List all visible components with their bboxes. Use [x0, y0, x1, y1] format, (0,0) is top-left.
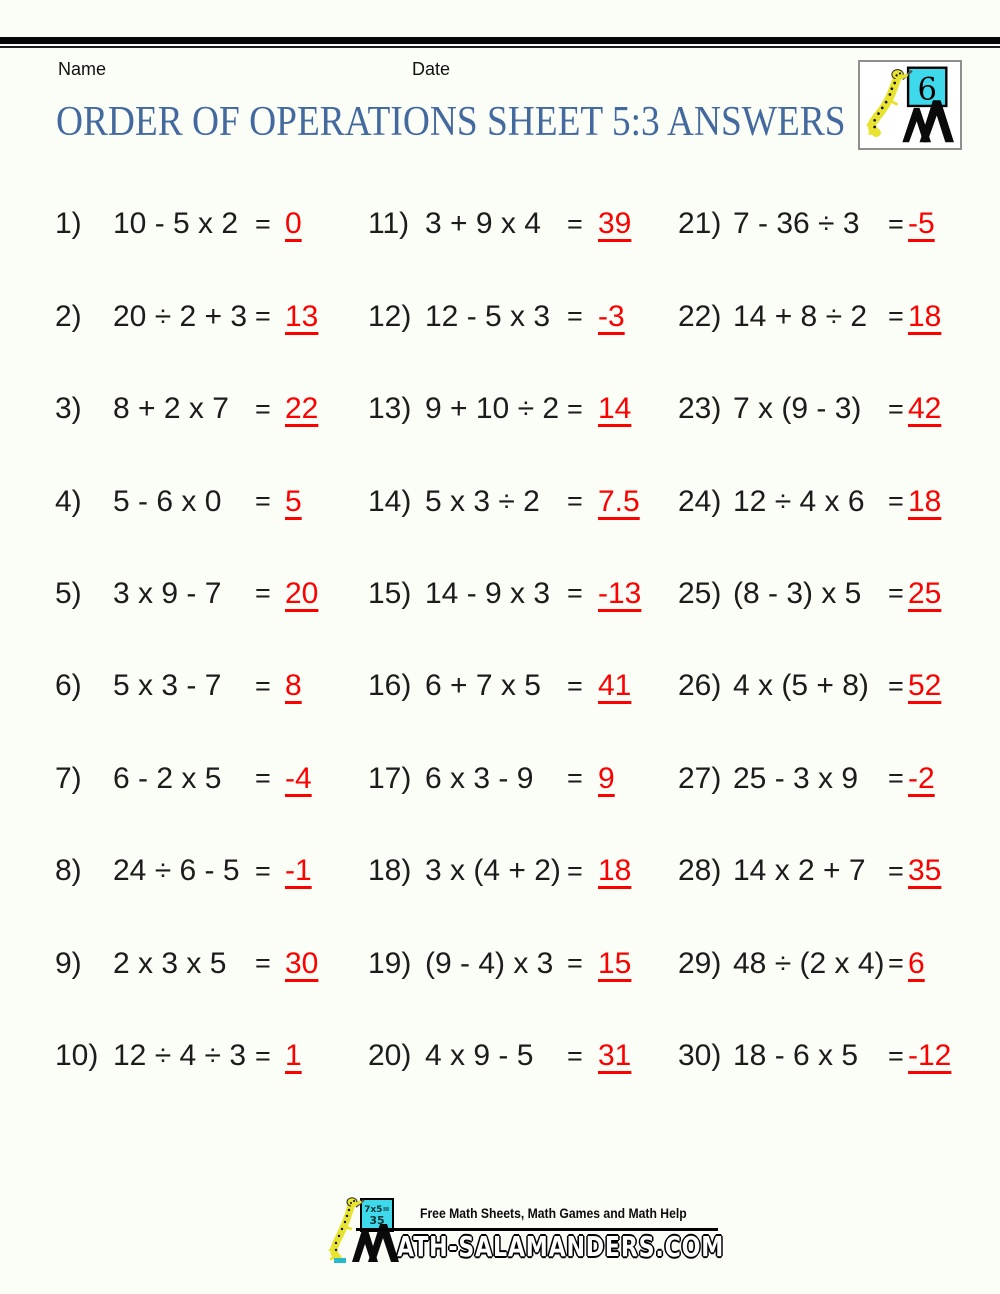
problem-row	[368, 733, 668, 825]
problems-col2	[368, 178, 668, 1102]
problem-answer: 18	[908, 484, 942, 518]
problem-answer: 6	[908, 946, 925, 980]
equals-sign: =	[255, 763, 271, 794]
problem-answer: 25	[908, 576, 942, 610]
equals-sign: =	[888, 670, 904, 701]
problem-answer: 35	[908, 854, 942, 888]
equals-sign: =	[255, 1040, 271, 1071]
problem-expression: 6 - 2 x 5	[113, 761, 222, 795]
problem-row	[55, 918, 355, 1010]
equals-sign: =	[888, 763, 904, 794]
problem-answer: 13	[285, 299, 319, 333]
problem-expression: 4 x 9 - 5	[425, 1039, 534, 1073]
problem-answer: 18	[908, 299, 942, 333]
problem-row	[55, 455, 355, 547]
problem-expression: 8 + 2 x 7	[113, 392, 229, 426]
problem-row	[55, 733, 355, 825]
problem-answer: 31	[598, 1039, 632, 1073]
problem-expression: 4 x (5 + 8)	[733, 669, 869, 703]
problem-answer: 52	[908, 669, 942, 703]
problem-row	[678, 270, 993, 362]
problem-row	[678, 733, 993, 825]
problem-expression: 2 x 3 x 5	[113, 946, 227, 980]
problem-row	[368, 270, 668, 362]
problem-number: 27)	[678, 761, 722, 795]
problem-answer: 7.5	[598, 484, 640, 518]
problem-expression: 6 x 3 - 9	[425, 761, 534, 795]
equals-sign: =	[888, 1040, 904, 1071]
equals-sign: =	[255, 393, 271, 424]
grade-badge	[858, 60, 962, 150]
equals-sign: =	[567, 486, 583, 517]
problem-expression: 20 ÷ 2 + 3	[113, 299, 248, 333]
problem-expression: 6 + 7 x 5	[425, 669, 541, 703]
problem-expression: 14 x 2 + 7	[733, 854, 866, 888]
problem-number: 19)	[368, 946, 412, 980]
problem-answer: 30	[285, 946, 319, 980]
problem-expression: 9 + 10 ÷ 2	[425, 392, 560, 426]
problem-row	[55, 1010, 355, 1102]
problem-number: 7)	[55, 761, 82, 795]
salamander-icon	[868, 70, 906, 134]
problem-expression: 3 + 9 x 4	[425, 207, 541, 241]
problem-expression: 7 x (9 - 3)	[733, 392, 862, 426]
problem-row	[678, 640, 993, 732]
problem-number: 16)	[368, 669, 412, 703]
equals-sign: =	[255, 301, 271, 332]
problem-expression: 18 - 6 x 5	[733, 1039, 859, 1073]
problem-row	[368, 640, 668, 732]
equals-sign: =	[567, 948, 583, 979]
problem-expression: 14 + 8 ÷ 2	[733, 299, 868, 333]
problem-answer: -1	[285, 854, 312, 888]
problem-number: 14)	[368, 484, 412, 518]
problem-number: 21)	[678, 207, 722, 241]
problem-number: 1)	[55, 207, 82, 241]
problems-col1	[55, 178, 355, 1102]
problem-number: 28)	[678, 854, 722, 888]
problem-answer: 41	[598, 669, 632, 703]
equals-sign: =	[255, 670, 271, 701]
problem-number: 12)	[368, 299, 412, 333]
problem-row	[55, 270, 355, 362]
problem-answer: -4	[285, 761, 312, 795]
problem-expression: 5 x 3 - 7	[113, 669, 222, 703]
top-rule-thin	[0, 46, 1000, 48]
equals-sign: =	[888, 393, 904, 424]
problem-number: 2)	[55, 299, 82, 333]
problem-answer: -2	[908, 761, 935, 795]
problem-number: 26)	[678, 669, 722, 703]
problem-row	[678, 918, 993, 1010]
problem-answer: 5	[285, 484, 302, 518]
problem-number: 3)	[55, 392, 82, 426]
problem-answer: 20	[285, 576, 319, 610]
problem-expression: 12 ÷ 4 ÷ 3	[113, 1039, 247, 1073]
problem-answer: -12	[908, 1039, 952, 1073]
problem-number: 17)	[368, 761, 412, 795]
equals-sign: =	[567, 578, 583, 609]
board-line1: 7x5=	[364, 1205, 390, 1215]
problem-row	[368, 825, 668, 917]
problem-row	[678, 363, 993, 455]
problem-number: 10)	[55, 1039, 99, 1073]
equals-sign: =	[888, 578, 904, 609]
problem-answer: 9	[598, 761, 615, 795]
problem-answer: 18	[598, 854, 632, 888]
problem-number: 23)	[678, 392, 722, 426]
problem-row	[55, 548, 355, 640]
equals-sign: =	[888, 208, 904, 239]
problem-expression: 24 ÷ 6 - 5	[113, 854, 240, 888]
problem-answer: 8	[285, 669, 302, 703]
problem-row	[55, 640, 355, 732]
problem-row	[678, 178, 993, 270]
problem-expression: (9 - 4) x 3	[425, 946, 554, 980]
equals-sign: =	[567, 301, 583, 332]
problem-answer: -5	[908, 207, 935, 241]
equals-sign: =	[567, 393, 583, 424]
equals-sign: =	[255, 855, 271, 886]
problem-expression: 10 - 5 x 2	[113, 207, 239, 241]
problem-number: 9)	[55, 946, 82, 980]
problem-expression: 12 - 5 x 3	[425, 299, 551, 333]
name-label: Name	[58, 59, 107, 79]
problem-number: 30)	[678, 1039, 722, 1073]
equals-sign: =	[255, 948, 271, 979]
problem-answer: -13	[598, 576, 642, 610]
problem-answer: 1	[285, 1039, 302, 1073]
problem-number: 24)	[678, 484, 722, 518]
date-label: Date	[412, 59, 451, 79]
equals-sign: =	[255, 208, 271, 239]
equals-sign: =	[567, 208, 583, 239]
problem-expression: 7 - 36 ÷ 3	[733, 207, 860, 241]
problem-answer: 42	[908, 392, 942, 426]
equals-sign: =	[567, 670, 583, 701]
equals-sign: =	[255, 486, 271, 517]
problem-answer: 39	[598, 207, 632, 241]
equals-sign: =	[888, 301, 904, 332]
problem-row	[368, 178, 668, 270]
top-rule-thick	[0, 37, 1000, 44]
problem-expression: 25 - 3 x 9	[733, 761, 859, 795]
problem-number: 20)	[368, 1039, 412, 1073]
problem-row	[55, 825, 355, 917]
stool	[334, 1258, 346, 1263]
problem-expression: 5 - 6 x 0	[113, 484, 222, 518]
equals-sign: =	[567, 763, 583, 794]
board-line2: 35	[369, 1214, 385, 1227]
equals-sign: =	[888, 486, 904, 517]
equals-sign: =	[567, 1040, 583, 1071]
problem-row	[678, 825, 993, 917]
problem-number: 22)	[678, 299, 722, 333]
problem-row	[55, 178, 355, 270]
page-title: ORDER OF OPERATIONS SHEET 5:3 ANSWERS	[56, 99, 846, 145]
problem-number: 11)	[368, 207, 410, 241]
problem-number: 25)	[678, 576, 722, 610]
problem-number: 18)	[368, 854, 412, 888]
equals-sign: =	[255, 578, 271, 609]
problem-answer: 15	[598, 946, 632, 980]
problem-number: 29)	[678, 946, 722, 980]
grade-number: 6	[917, 72, 937, 108]
footer-salamander-logo-icon	[326, 1194, 400, 1270]
problem-row	[678, 455, 993, 547]
problem-number: 13)	[368, 392, 412, 426]
problem-number: 5)	[55, 576, 82, 610]
problem-expression: 3 x (4 + 2)	[425, 854, 561, 888]
problem-number: 6)	[55, 669, 82, 703]
problem-expression: 12 ÷ 4 x 6	[733, 484, 865, 518]
problem-row	[55, 363, 355, 455]
problem-number: 8)	[55, 854, 82, 888]
footer-tagline: Free Math Sheets, Math Games and Math Help	[420, 1205, 687, 1221]
problem-answer: 0	[285, 207, 302, 241]
problem-row	[368, 1010, 668, 1102]
equals-sign: =	[888, 855, 904, 886]
problem-row	[678, 548, 993, 640]
footer-wordmark: ATH-SALAMANDERS.COM	[397, 1230, 724, 1263]
problem-expression: 48 ÷ (2 x 4)	[733, 946, 885, 980]
problem-row	[678, 1010, 993, 1102]
problem-expression: 5 x 3 ÷ 2	[425, 484, 540, 518]
problems-col3	[678, 178, 993, 1102]
problem-row	[368, 548, 668, 640]
problem-row	[368, 363, 668, 455]
problem-number: 15)	[368, 576, 412, 610]
problem-answer: 22	[285, 392, 319, 426]
equals-sign: =	[567, 855, 583, 886]
problem-expression: (8 - 3) x 5	[733, 576, 862, 610]
problem-row	[368, 918, 668, 1010]
equals-sign: =	[888, 948, 904, 979]
problem-answer: -3	[598, 299, 625, 333]
salamander-grade-logo-icon	[860, 62, 960, 148]
problem-number: 4)	[55, 484, 82, 518]
problem-expression: 14 - 9 x 3	[425, 576, 551, 610]
problem-expression: 3 x 9 - 7	[113, 576, 222, 610]
problem-row	[368, 455, 668, 547]
problem-answer: 14	[598, 392, 632, 426]
